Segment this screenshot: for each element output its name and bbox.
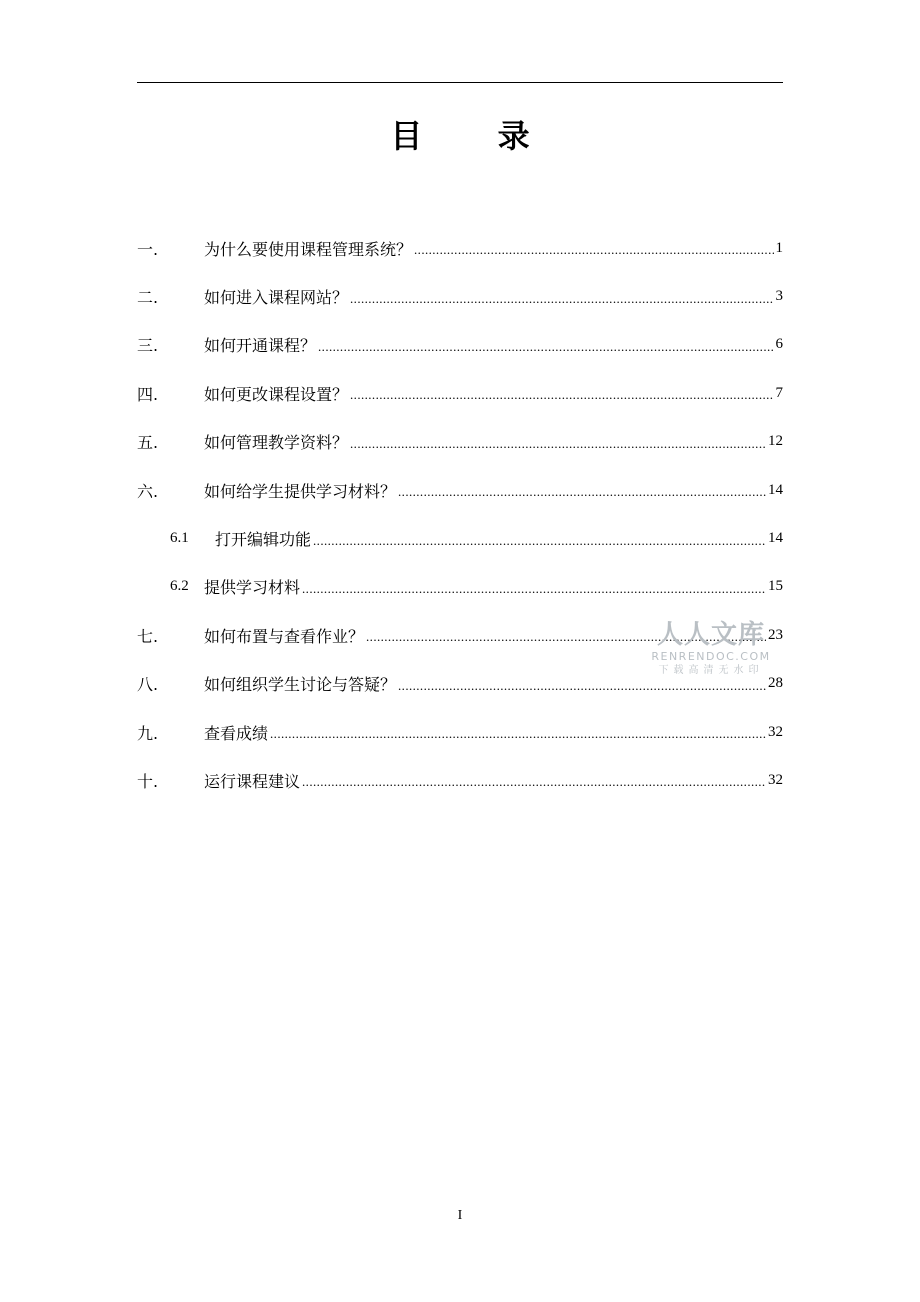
toc-entry-number: 6.2 [170,578,189,595]
toc-entry-title: 如何布置与查看作业？ [204,626,365,646]
toc-entry-title: 如何开通课程？ [204,336,317,356]
header-rule [137,82,783,83]
toc-entry-title: 如何进入课程网站？ [204,288,349,308]
toc-entry-title: 查看成绩 [204,723,269,743]
toc-entry-page: 14 [768,481,783,498]
toc-entry-page: 23 [768,626,783,643]
toc-entry-title: 提供学习材料 [204,578,301,598]
toc-entry-title: 运行课程建议 [204,771,301,791]
toc-entry-number: 六. [137,481,159,501]
toc-entry-3[interactable] [137,321,783,369]
toc-entry-6[interactable] [137,466,783,514]
toc-entry-9[interactable] [137,708,783,756]
toc-dot-leader [398,678,766,694]
toc-entry-2[interactable] [137,272,783,320]
watermark-tagline: 下载高清无水印 [658,665,764,676]
page-number: I [457,1208,463,1223]
toc-dot-leader [398,484,766,500]
toc-entry-5[interactable] [137,418,783,466]
watermark-domain: RENRENDOC.COM [651,650,771,663]
toc-dot-leader [302,774,766,790]
toc-entry-number: 6.1 [170,530,189,547]
toc-entry-number: 一. [137,239,159,259]
toc-entry-title: 如何组织学生讨论与答疑？ [204,675,397,695]
toc-entry-page: 3 [775,288,783,305]
toc-entry-number: 七. [137,626,159,646]
toc-entry-1[interactable] [137,224,783,272]
toc-entry-4[interactable] [137,369,783,417]
toc-entry-6-2[interactable] [137,563,783,611]
toc-entry-page: 14 [768,530,783,547]
toc-entry-number: 九. [137,723,159,743]
toc-dot-leader [350,387,773,403]
toc-dot-leader [302,581,766,597]
toc-entry-title: 打开编辑功能 [215,530,312,550]
toc-entry-6-1[interactable] [137,514,783,562]
toc-dot-leader [350,436,766,452]
toc-entry-page: 32 [768,771,783,788]
toc-entry-page: 1 [775,239,783,256]
toc-dot-leader [414,242,773,258]
toc-entry-title: 如何给学生提供学习材料？ [204,481,397,501]
toc-entry-page: 12 [768,433,783,450]
table-of-contents [137,224,783,805]
toc-dot-leader [366,629,766,645]
toc-dot-leader [318,339,773,355]
toc-entry-7[interactable] [137,611,783,659]
toc-entry-title: 如何更改课程设置？ [204,384,349,404]
toc-dot-leader [313,533,766,549]
toc-entry-page: 32 [768,723,783,740]
watermark-logo-text: 人人文库 [656,620,765,650]
toc-entry-title: 如何管理教学资料？ [204,433,349,453]
toc-entry-8[interactable] [137,660,783,708]
toc-entry-10[interactable] [137,756,783,804]
toc-entry-page: 28 [768,675,783,692]
toc-entry-number: 五. [137,433,159,453]
toc-entry-page: 15 [768,578,783,595]
toc-entry-title: 为什么要使用课程管理系统？ [204,239,413,259]
toc-entry-number: 二. [137,288,159,308]
toc-dot-leader [270,726,766,742]
toc-entry-page: 6 [775,336,783,353]
toc-entry-number: 十. [137,771,159,791]
toc-entry-number: 八. [137,675,159,695]
toc-entry-number: 四. [137,384,159,404]
toc-entry-page: 7 [775,384,783,401]
page-title: 目 录 [390,117,562,155]
toc-dot-leader [350,291,773,307]
toc-entry-number: 三. [137,336,159,356]
